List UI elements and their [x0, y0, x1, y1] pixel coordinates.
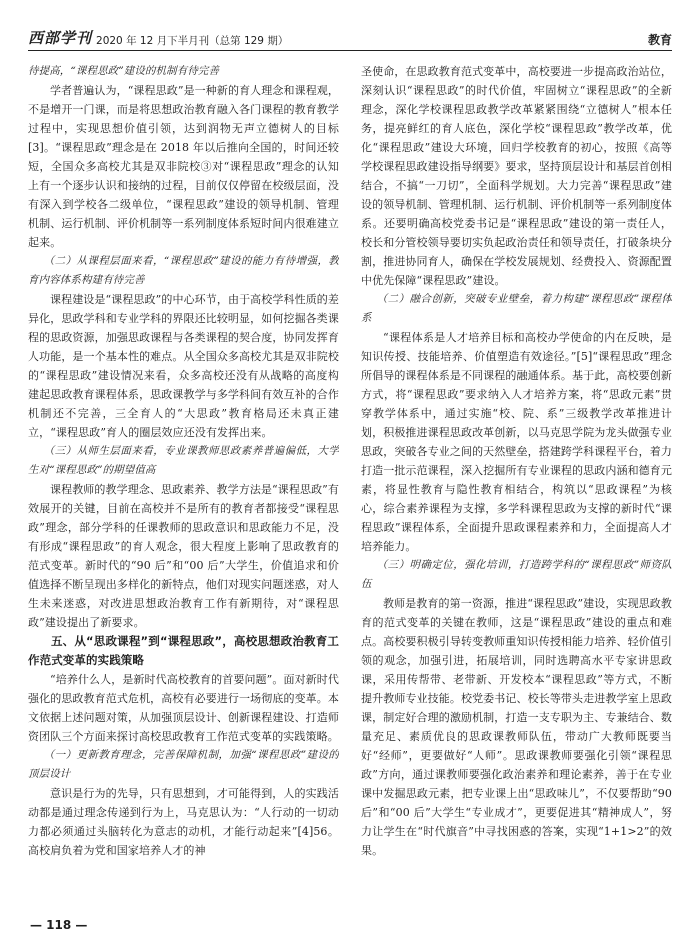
section-heading: （二）融合创新，突破专业壁垒，着力构建“课程思政”课程体系 — [361, 293, 672, 324]
section-heading: 待提高，“课程思政”建设的机制有待完善 — [28, 65, 220, 77]
paragraph: 意识是行为的先导，只有思想到，才可能得到，人的实践活动都是通过理念传递到行为上，马克思认为：“人行动的一切动力都必须通过头脑转化为意志的动机，才能行动起来”[4]56。高校肩负着为党和国家培养人才的神 — [28, 787, 339, 857]
section-heading: （二）从课程层面来看，“课程思政”建设的能力有待增强，教育内容体系构建有待完善 — [28, 255, 339, 286]
issue-info: 2020 年 12 月下半月刊（总第 129 期） — [96, 35, 289, 47]
page-header — [28, 18, 672, 51]
journal-title: 西部学刊 — [28, 29, 93, 47]
paragraph: 教师是教育的第一资源，推进“课程思政”建设，实现思政教育的范式变革的关键在教师，这是“课程思政”建设的重点和难点。高校要积极引导转变教师重知识传授相能力培养、轻价值引领的观念，加强引进，拓展培训，同时选聘高水平专家讲思政课，采用传帮带、老带新、开发校本“课程思政”等方式，不断提升教师专业技能。校党委书记、校长等带头走进教学室上思政课，制定好合理的激励机制，打造一支专职为主、专兼结合、数量充足、素质优良的思政课教师队伍，带动广大教师既要当好“经师”，更要做好“人师”。思政课教师要强化引领“课程思政”方向，通过课教师要强化政治素养和理论素养，善于在专业课中发掘思政元素，把专业课上出“思政味儿”，不仅要帮助“90 后”和“00 后”大学生“专业成才”，更要促进其“精神成人”，努力让学生在“时代旗音”中寻找困惑的答案，实现“1+1>2”的效果。 — [361, 597, 672, 857]
section-heading: （一）更新教育理念，完善保障机制，加强“课程思政”建设的顶层设计 — [28, 749, 339, 780]
header-left — [28, 27, 288, 48]
paragraph: 学者普遍认为，“课程思政”是一种新的育人理念和课程观，不是增开一门课，而是将思想政治教育融入各门课程的教育教学过程中，实现思想价值引领，达到润物无声立德树人的目标[3]。“课程思政”理念是在 2018 年以后推向全国的，时间还较短，全国众多高校尤其是双非院校③对“课程思政”理念的认知上有一个逐步认识和接纳的过程，目前仅仅停留在校级层面，没有深入到学校各二级单位，“课程思政”建设的领导机制、管理机制、运行机制、评价机制等一系列制度体系短时间内很难建立起来。 — [28, 84, 339, 249]
left-column — [28, 62, 339, 902]
section-heading: 五、从“思政课程”到“课程思政”，高校思想政治教育工作范式变革的实践策略 — [28, 634, 339, 667]
paragraph: 课程建设是“课程思政”的中心环节，由于高校学科性质的差异化，思政学科和专业学科的界限还比较明显，如何挖掘各类课程的思政资源，加强思政课程与各类课程的契合度，协同发挥育人功能，是一个基本性的难点。从全国众多高校尤其是双非院校的“课程思政”建设情况来看，众多高校还没有从战略的高度构建起思政教育课程体系，思政课教学与多学科间有效互补的合作机制还不完善，三全育人的“大思政”教育格局还未真正建立，“课程思政”育人的圈层效应还没有发挥出来。 — [28, 293, 339, 439]
paragraph: “课程体系是人才培养目标和高校办学使命的内在反映，是知识传授、技能培养、价值塑造有效途径。”[5]“课程思政”理念所倡导的课程体系是不同课程的融通体系。基于此，高校要创新方式，将“课程思政”要求纳入人才培养方案，将“思政元素”贯穿教学体系中，通过实施“校、院、系”三级教学改革推进计划，积极推进课程思政改革创新，以马克思学院为龙头做强专业思政，突破各专业之间的天然壁垒，搭建跨学科课程平台，着力打造一批示范课程，深入挖掘所有专业课程的思政内涵和德育元素，将显性教育与隐性教育相结合，构筑以“思政课程”为核心，综合素养课程为支撑，多学科课程思政为支撑的新时代“课程思政”课程体系，全面提升思政课程素养和力，全面提高人才培养能力。 — [361, 331, 672, 553]
section-heading: （三）从师生层面来看，专业课教师思政素养普遍偏低，大学生对“课程思政”的期望值高 — [28, 445, 339, 476]
right-column — [361, 62, 672, 902]
paragraph: “培养什么人，是新时代高校教育的首要问题”。面对新时代强化的思政教育范式危机，高校有必要进行一场彻底的变革。本文依据上述问题对策，从加强顶层设计、创新课程建设、打造师资团队三个方面来探讨高校思政教育工作范式变革的实践策略。 — [28, 673, 339, 743]
page-number: — 118 — — [30, 918, 88, 932]
paragraph: 课程教师的教学理念、思政素养、教学方法是“课程思政”有效展开的关键，目前在高校并不是所有的教育者都接受“课程思政”理念，部分学科的任课教师的思政意识和思政能力不足，没有形成“课程思政”的育人观念，很大程度上影响了思政教育的范式变革。新时代的“90 后”和“00 后”大学生，价值追求和价值选择不断呈现出多样化的新特点，他们对现实问题迷惑，对人生未来迷惑，对改进思想政治教育工作有新期待，对“课程思政”建设提出了新要求。 — [28, 483, 339, 629]
section-label: 教育 — [647, 33, 672, 47]
paragraph: 圣使命，在思政教育范式变革中，高校要进一步提高政治站位，深刻认识“课程思政”的时代价值，牢固树立“课程思政”的全新理念，深化学校课程思政教学改革紧紧围绕“立德树人”根本任务，提亮鲜红的育人底色，深化学校“课程思政”教学改革，优化“课程思政”建设大环境，回归学校教育的初心，按照《高等学校课程思政建设指导纲要》要求，坚持顶层设计和基层首创相结合，不搞“一刀切”，全面科学规划。大力完善“课程思政”建设的领导机制、管理机制、运行机制、评价机制等一系列制度体系。还要明确高校党委书记是“课程思政”建设的第一责任人，校长和分管校领导要切实负起政治责任和领导责任，打破条块分割，推进协同育人，确保在学校发展规划、经费投入、资源配置中优先保障“课程思政”建设。 — [361, 65, 672, 287]
section-heading: （三）明确定位，强化培训，打造跨学科的“课程思政”师资队伍 — [361, 559, 672, 590]
article-body — [28, 62, 672, 902]
